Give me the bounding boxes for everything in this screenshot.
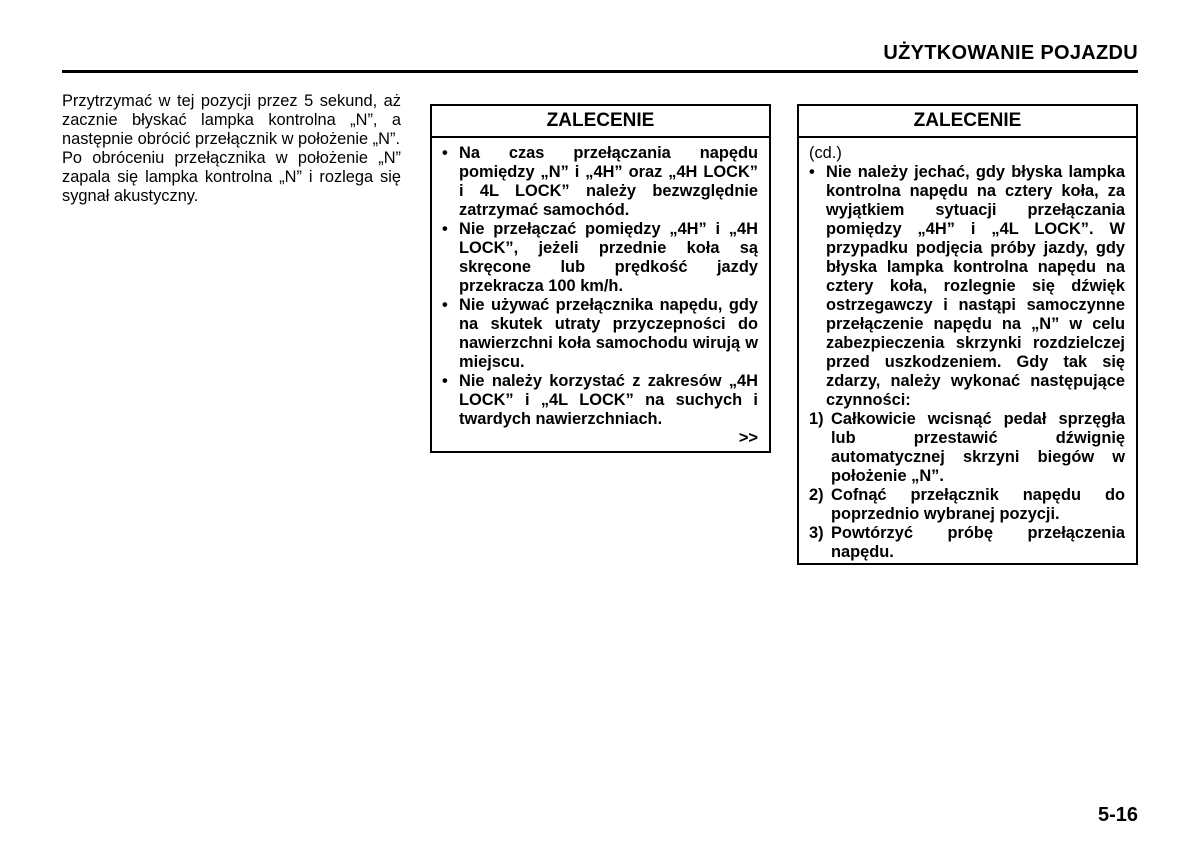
- recommendation-title: ZALECENIE: [432, 106, 769, 138]
- bullet-item: [442, 296, 758, 372]
- bullet-item: [442, 372, 758, 429]
- header-rule: [62, 70, 1138, 73]
- section-title: UŻYTKOWANIE POJAZDU: [883, 42, 1138, 64]
- intro-column: [62, 92, 401, 206]
- bullet-text: Nie używać przełącznika napędu, gdy na skutek utraty przyczepności do nawierzchni koła samochodu wirują w miejscu.: [459, 296, 758, 371]
- bullet-text: Na czas przełączania napędu pomiędzy „N” i „4H” oraz „4H LOCK” i 4L LOCK” należy bezwzględnie zatrzymać samochód.: [459, 144, 758, 219]
- step-text: Całkowicie wcisnąć pedał sprzęgła lub przestawić dźwignię automatycznej skrzyni biegów w położenie „N”.: [831, 410, 1125, 485]
- bullet-text: Nie należy korzystać z zakresów „4H LOCK” i „4L LOCK” na suchych i twardych nawierzchniach.: [459, 372, 758, 428]
- bullet-text: Nie należy jechać, gdy błyska lampka kontrolna napędu na cztery koła, za wyjątkiem sytuacji przełączania pomiędzy „4H” i „4L LOCK”. W przypadku podjęcia próby jazdy, gdy błyska lampka kontrolna napędu na cztery koła, rozlegnie się dźwięk ostrzegawczy i nastąpi samoczynne przełączenie napędu na „N” w celu zabezpieczenia skrzynki rozdzielczej przed uszkodzeniem. Gdy tak się zdarzy, należy wykonać następujące czynności:: [826, 163, 1125, 409]
- recommendation-title: ZALECENIE: [799, 106, 1136, 138]
- bullet-icon: •: [442, 296, 448, 314]
- bullet-item: [442, 144, 758, 220]
- step-item: [809, 524, 1125, 562]
- intro-paragraph-1: Przytrzymać w tej pozycji przez 5 sekund, aż zacznie błyskać lampka kontrolna „N”, a następnie obrócić przełącznik w położenie „N”.: [62, 92, 401, 148]
- recommendation-box-2: [797, 104, 1138, 565]
- bullet-icon: •: [442, 372, 448, 390]
- bullet-item: [442, 220, 758, 296]
- recommendation-box-1: [430, 104, 771, 453]
- step-number: 3): [809, 524, 824, 542]
- step-number: 1): [809, 410, 824, 428]
- step-item: [809, 410, 1125, 486]
- bullet-item: [809, 163, 1125, 410]
- continued-marker: >>: [738, 429, 758, 447]
- step-text: Powtórzyć próbę przełączenia napędu.: [831, 524, 1125, 561]
- recommendation-body: [432, 138, 769, 454]
- step-number: 2): [809, 486, 824, 504]
- step-item: [809, 486, 1125, 524]
- intro-paragraph-2: Po obróceniu przełącznika w położenie „N” zapala się lampka kontrolna „N” i rozlega się sygnał akustyczny.: [62, 149, 401, 205]
- bullet-icon: •: [809, 163, 815, 181]
- bullet-icon: •: [442, 144, 448, 162]
- page-number: 5-16: [1097, 804, 1138, 826]
- recommendation-body: [799, 138, 1136, 568]
- bullet-icon: •: [442, 220, 448, 238]
- bullet-text: Nie przełączać pomiędzy „4H” i „4H LOCK”, jeżeli przednie koła są skręcone lub prędkość jazdy przekracza 100 km/h.: [459, 220, 758, 295]
- step-text: Cofnąć przełącznik napędu do poprzednio wybranej pozycji.: [831, 486, 1125, 523]
- continued-label: (cd.): [809, 144, 842, 162]
